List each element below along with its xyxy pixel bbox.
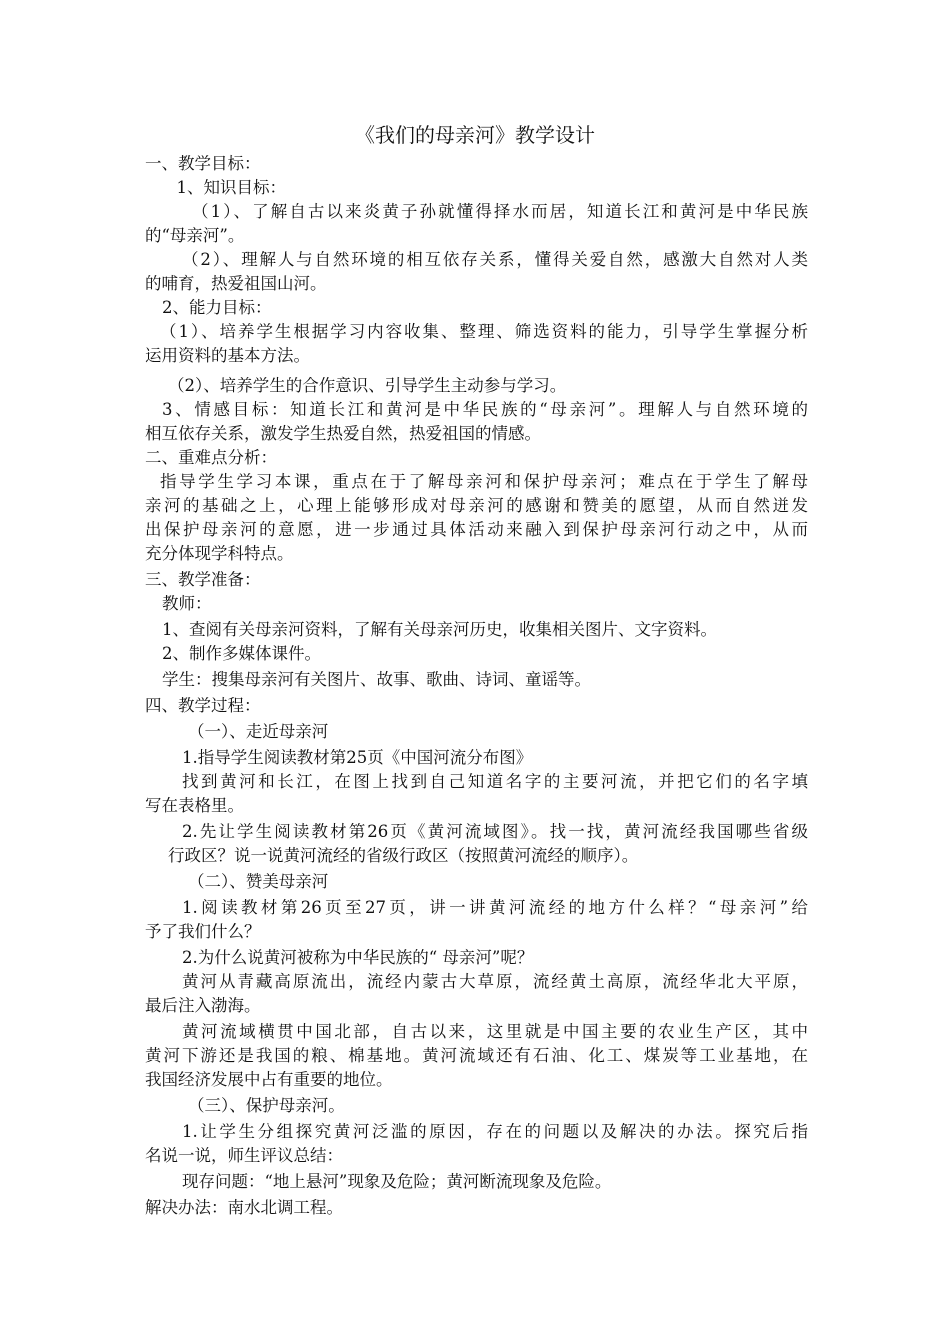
document-line: 我国经济发展中占有重要的地位。 [145,1070,393,1089]
document-line: 3、情感目标：知道长江和黄河是中华民族的“母亲河”。理解人与自然环境的 [162,400,808,419]
document-line: 2、能力目标： [162,298,272,317]
document-line: （2）、培养学生的合作意识、引导学生主动参与学习。 [168,376,567,395]
document-line: （二）、赞美母亲河 [188,872,329,891]
document-line: 一、教学目标： [145,154,261,173]
document-line: 出保护母亲河的意愿，进一步通过具体活动来融入到保护母亲河行动之中，从而 [145,520,808,539]
document-line: 相互依存关系，激发学生热爱自然，热爱祖国的情感。 [145,424,541,443]
document-line: 名说一说，师生评议总结： [145,1146,343,1165]
document-line: 教师： [162,594,212,613]
document-line: 现存问题：“地上悬河”现象及危险；黄河断流现象及危险。 [182,1172,612,1191]
document-line: 黄河下游还是我国的粮、棉基地。黄河流域还有石油、化工、煤炭等工业基地，在 [145,1046,808,1065]
document-line: 最后注入渤海。 [145,996,261,1015]
document-line: 解决办法：南水北调工程。 [145,1198,343,1217]
document-line: （一）、走近母亲河 [188,722,329,741]
document-line: 1.让学生分组探究黄河泛滥的原因，存在的问题以及解决的办法。探究后指 [182,1122,808,1141]
document-line: 的“母亲河”。 [145,226,245,245]
document-line: 2、制作多媒体课件。 [162,644,321,663]
document-line: 1.阅读教材第26页至27页，讲一讲黄河流经的地方什么样？“母亲河”给 [182,898,808,917]
document-line: 2.先让学生阅读教材第26页《黄河流域图》。找一找，黄河流经我国哪些省级 [182,822,808,841]
document-line: 运用资料的基本方法。 [145,346,310,365]
document-line: 1.指导学生阅读教材第25页《中国河流分布图》 [182,748,533,767]
document-line: 的哺育，热爱祖国山河。 [145,274,327,293]
document-line: 二、重难点分析： [145,448,277,467]
document-line: 写在表格里。 [145,796,244,815]
document-line: 学生：搜集母亲河有关图片、故事、歌曲、诗词、童谣等。 [162,670,591,689]
document-line: 充分体现学科特点。 [145,544,294,563]
document-line: 亲河的基础之上，心理上能够形成对母亲河的感谢和赞美的愿望，从而自然迸发 [145,496,808,515]
document-line: （2）、理解人与自然环境的相互依存关系，懂得关爱自然，感激大自然对人类 [182,250,808,269]
document-line: 指导学生学习本课，重点在于了解母亲河和保护母亲河；难点在于学生了解母 [160,472,808,491]
document-line: 行政区？说一说黄河流经的省级行政区（按照黄河流经的顺序）。 [168,846,639,865]
document-line: （三）、保护母亲河。 [188,1096,345,1115]
document-line: 予了我们什么？ [145,922,261,941]
document-line: 2.为什么说黄河被称为中华民族的“ 母亲河”呢？ [182,948,534,967]
document-line: 1、查阅有关母亲河资料，了解有关母亲河历史，收集相关图片、文字资料。 [162,620,717,639]
document-line: 找到黄河和长江，在图上找到自己知道名字的主要河流，并把它们的名字填 [182,772,808,791]
document-line: 三、教学准备： [145,570,261,589]
document-title: 《我们的母亲河》教学设计 [355,123,595,147]
document-line: （1）、培养学生根据学习内容收集、整理、筛选资料的能力，引导学生掌握分析 [160,322,808,341]
document-line: 黄河从青藏高原流出，流经内蒙古大草原，流经黄土高原，流经华北大平原， [182,972,808,991]
document-line: （1）、了解自古以来炎黄子孙就懂得择水而居，知道长江和黄河是中华民族 [192,202,808,221]
document-line: 1、知识目标： [145,178,286,197]
document-line: 黄河流域横贯中国北部，自古以来，这里就是中国主要的农业生产区，其中 [182,1022,808,1041]
document-line: 四、教学过程： [145,696,261,715]
